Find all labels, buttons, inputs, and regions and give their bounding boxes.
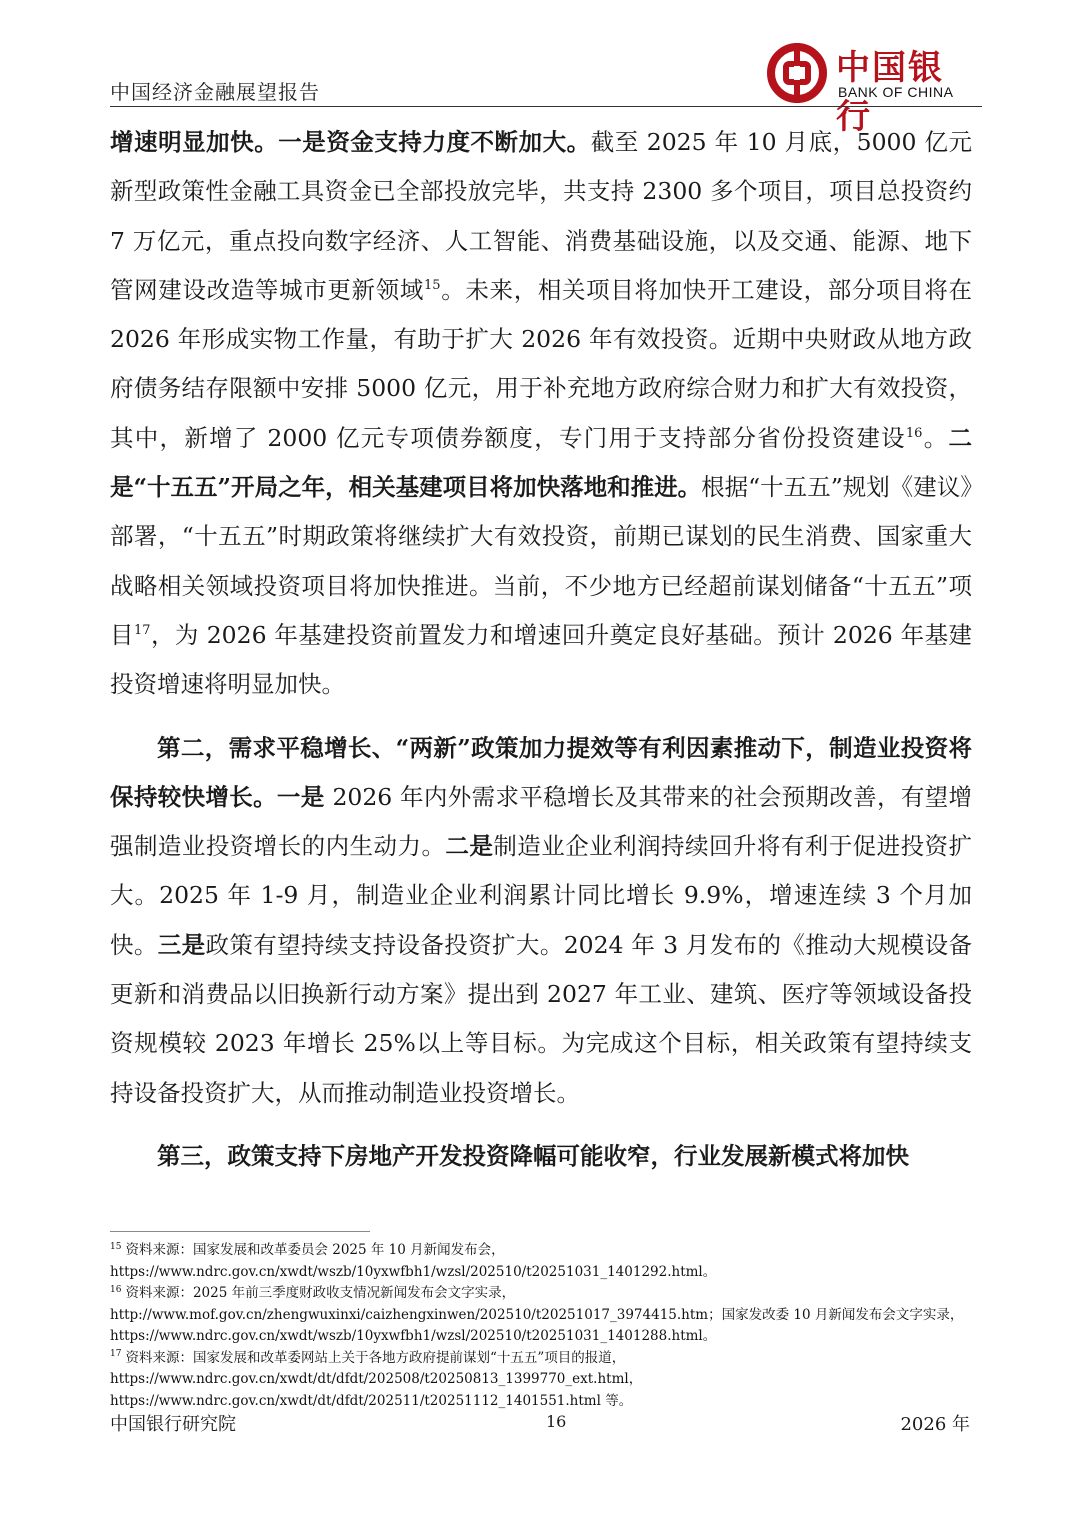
footnote-number: 16: [110, 1284, 122, 1295]
paragraph-text: 。: [922, 423, 949, 452]
paragraph-text: ，为 2026 年基建投资前置发力和增速回升奠定良好基础。预计 2026 年基建投资增速将明显加快。: [110, 620, 973, 699]
footnote-source: 资料来源：国家发展和改革委网站上关于各地方政府提前谋划“十五五”项目的报道，: [125, 1349, 626, 1366]
footnote-15: [110, 1240, 980, 1262]
paragraph-text: 截至 2025 年 10 月底，5000 亿元新型政策性金融工具资金已全部投放完毕，共支持 2300 多个项目，项目总投资约 7 万亿元，重点投向数字经济、人工智能、消费基础设施，以及交通、能源、地下管网建设改造等城市更新领域: [110, 128, 972, 304]
footnote-link[interactable]: https://www.ndrc.gov.cn/xwdt/dt/dfdt/202511/t20251112_1401551.html 等。: [110, 1392, 633, 1409]
footnote-link[interactable]: https://www.ndrc.gov.cn/xwdt/wszb/10yxwfbh1/wzsl/202510/t20251031_1401288.html。: [110, 1328, 717, 1344]
footnote-source: 资料来源：国家发展和改革委员会 2025 年 10 月新闻发布会，: [125, 1242, 505, 1258]
logo-chinese-name: 中国银行: [836, 48, 944, 137]
paragraph-manufacturing: [110, 724, 972, 1118]
footnote-number: 15: [110, 1241, 122, 1252]
bold-point: 二是: [445, 832, 494, 861]
bank-logo: [766, 40, 976, 137]
footnote-number: 17: [110, 1349, 122, 1359]
bold-point: 一是: [276, 782, 325, 811]
paragraph-text: 2026 年内外需求平稳增长及其带来的社会预期改善，有望增强制造业投资增长的内生动力。: [110, 782, 973, 861]
paragraph-text: 政策有望持续支持设备投资扩大。2024 年 3 月发布的《推动大规模设备更新和消费品以旧换新行动方案》提出到 2027 年工业、建筑、医疗等领域设备投资规模较 2023 年增长 25%以上等目标。为完成这个目标，相关政策有望持续支持设备投资扩大，从而推动制造业投资增长。: [110, 930, 973, 1107]
bold-lead: 第二，需求平稳增长、“两新”政策加力提效等有利因素推动下，制造业投资将保持较快增长。: [110, 733, 972, 811]
paragraph-text: 制造业企业利润持续回升将有利于促进投资扩大。2025 年 1-9 月，制造业企业利润累计同比增长 9.9%，增速连续 3 个月加快。: [110, 832, 973, 959]
footnote-link[interactable]: http://www.mof.gov.cn/zhengwuxinxi/caizhengxinwen/202510/t20251017_3974415.htm；国家发改委 10 月新闻发布会文字实录，: [110, 1306, 964, 1323]
footnote-ref-15[interactable]: 15: [424, 278, 441, 294]
page-header: [110, 40, 982, 137]
page-number: 16: [546, 1412, 567, 1431]
logo-english-name: BANK OF CHINA: [838, 84, 954, 100]
footnote-ref-16[interactable]: 16: [905, 425, 923, 441]
bank-of-china-emblem-icon: [766, 42, 828, 104]
report-title: 中国经济金融展望报告: [110, 80, 320, 104]
footnote-16: [110, 1283, 980, 1305]
main-body: [110, 118, 972, 1181]
footer-year: 2026 年: [900, 1414, 970, 1435]
footnote-divider: [110, 1231, 370, 1232]
paragraph-infrastructure: [110, 118, 972, 710]
footer-institution: 中国银行研究院: [110, 1414, 236, 1435]
bold-lead: 增速明显加快。一是资金支持力度不断加大。: [110, 128, 591, 156]
bold-point: 二是“十五五”开局之年，相关基建项目将加快落地和推进。: [110, 423, 972, 502]
footnote-17: [110, 1348, 980, 1370]
page-footer: [110, 1410, 970, 1438]
footnote-link[interactable]: https://www.ndrc.gov.cn/xwdt/wszb/10yxwfbh1/wzsl/202510/t20251031_1401292.html。: [110, 1263, 717, 1280]
footnotes: [110, 1240, 980, 1412]
footnote-ref-17[interactable]: 17: [133, 623, 151, 639]
header-divider: [110, 106, 982, 107]
paragraph-text: 根据“十五五”规划《建议》部署，“十五五”时期政策将继续扩大有效投资，前期已谋划的民生消费、国家重大战略相关领域投资项目将加快推进。当前，不少地方已经超前谋划储备“十五五”项目: [110, 473, 972, 649]
footnote-source: 资料来源：2025 年前三季度财政收支情况新闻发布会文字实录，: [125, 1285, 516, 1301]
bold-point: 三是: [157, 930, 206, 959]
footnote-link[interactable]: https://www.ndrc.gov.cn/xwdt/dt/dfdt/202508/t20250813_1399770_ext.html，: [110, 1371, 643, 1387]
paragraph-real-estate: [110, 1132, 972, 1181]
bold-lead: 第三，政策支持下房地产开发投资降幅可能收窄，行业发展新模式将加快: [157, 1141, 909, 1170]
paragraph-text: 。未来，相关项目将加快开工建设，部分项目将在 2026 年形成实物工作量，有助于扩大 2026 年有效投资。近期中央财政从地方政府债务结存限额中安排 5000 亿元，用于补充地方政府综合财力和扩大有效投资，其中，新增了 2000 亿元专项债券额度，专门用于支持部分省份投资建设: [110, 275, 973, 452]
